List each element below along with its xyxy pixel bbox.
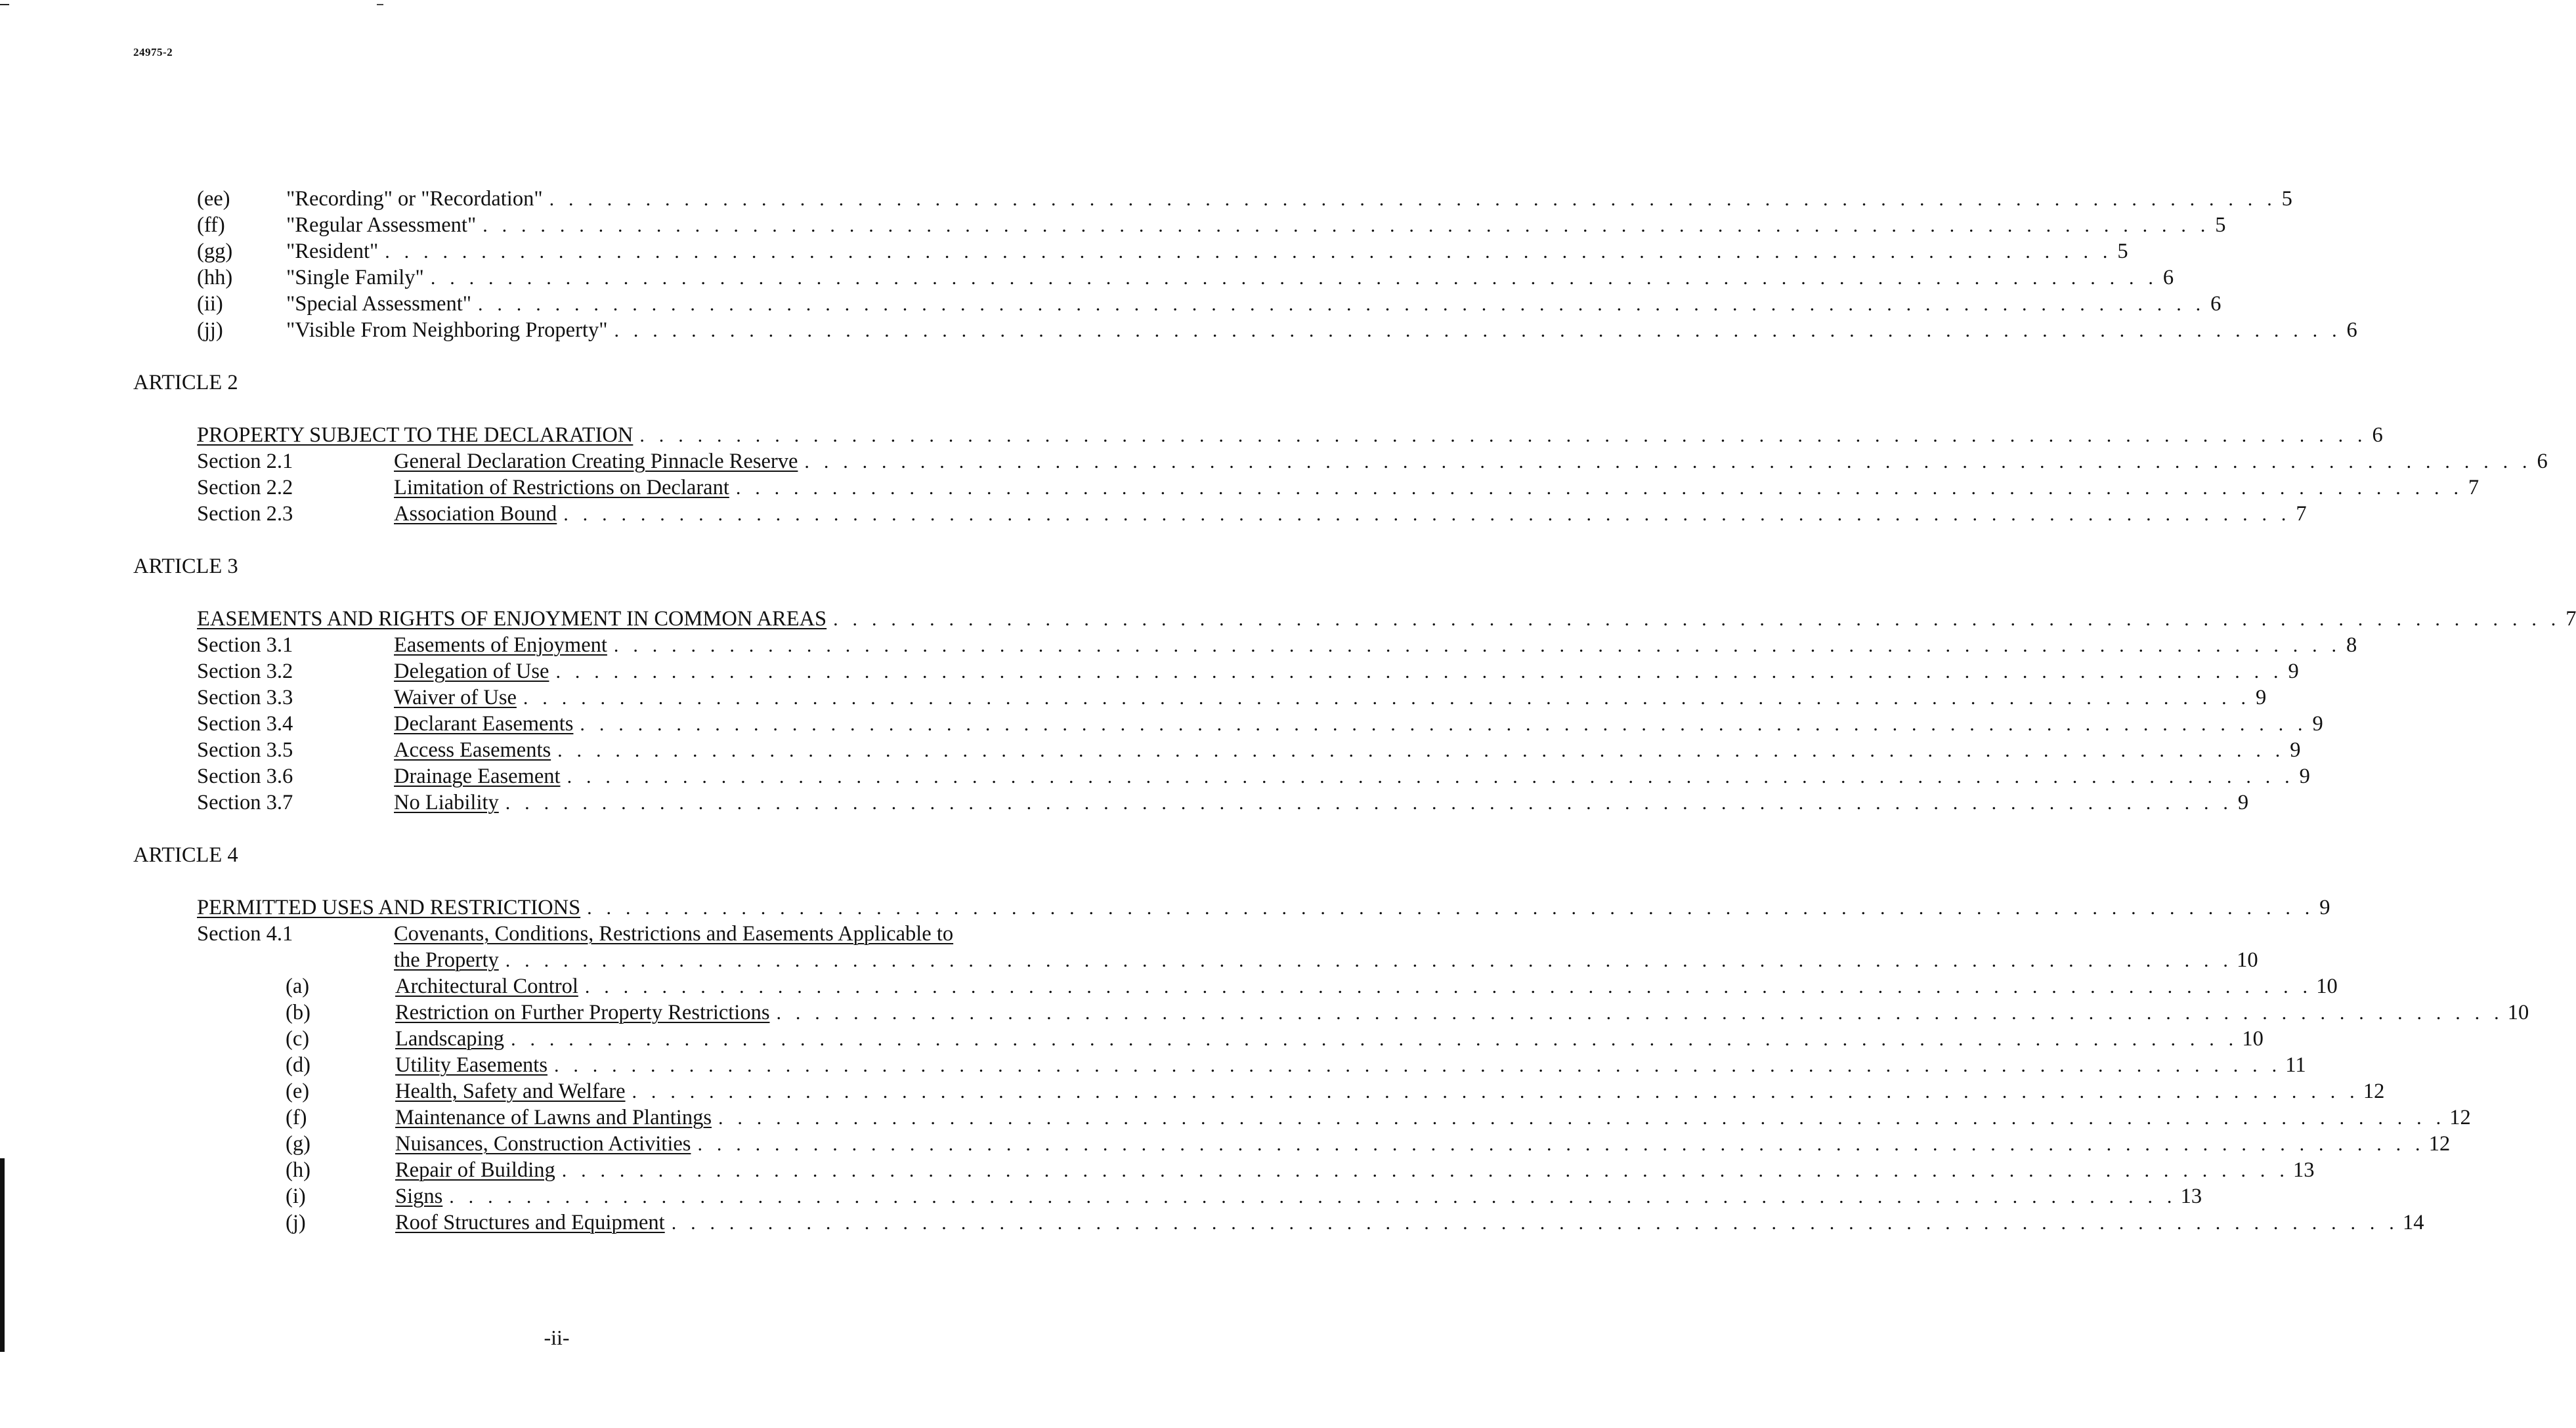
toc-entry[interactable]: [286, 999, 2529, 1026]
entry-title: Declarant Easements: [394, 712, 574, 736]
entry-label: Section 3.1: [197, 633, 293, 657]
toc-entry[interactable]: [197, 212, 2226, 239]
entry-label: Section 2.3: [197, 502, 293, 526]
entry-title: the Property: [394, 948, 499, 972]
entry-title: General Declaration Creating Pinnacle Reserve: [394, 450, 798, 473]
entry-page: 6: [2372, 423, 2383, 447]
dot-leader: [804, 449, 2531, 475]
toc-entry[interactable]: [286, 1052, 2306, 1079]
toc-entry[interactable]: [197, 711, 2323, 738]
dot-leader: [431, 265, 2158, 291]
dot-leader: [697, 1131, 2424, 1158]
entry-page: 5: [2281, 187, 2292, 211]
entry-page: 7: [2296, 502, 2307, 526]
toc-entry[interactable]: [394, 947, 2258, 974]
dot-leader: [632, 1079, 2359, 1105]
dot-leader: [562, 1158, 2289, 1184]
dot-leader: [833, 606, 2560, 633]
article-title: EASEMENTS AND RIGHTS OF ENJOYMENT IN COMMON AREAS: [197, 607, 827, 631]
entry-title: Roof Structures and Equipment: [395, 1211, 665, 1234]
dot-leader: [587, 895, 2314, 921]
entry-page: 12: [2363, 1080, 2385, 1103]
entry-title: Limitation of Restrictions on Declarant: [394, 476, 729, 499]
entry-label: Section 4.1: [197, 922, 293, 946]
entry-page: 12: [2428, 1132, 2451, 1156]
toc-entry[interactable]: [197, 632, 2357, 659]
entry-page: 10: [2507, 1001, 2529, 1024]
entry-label: (c): [286, 1027, 310, 1051]
dot-leader: [718, 1105, 2445, 1131]
entry-title: "Visible From Neighboring Property": [286, 318, 608, 342]
page-number: -ii-: [544, 1326, 570, 1349]
toc-entry[interactable]: [197, 789, 2249, 816]
entry-title: Utility Easements: [395, 1053, 547, 1077]
dot-leader: [449, 1184, 2176, 1210]
dot-leader: [555, 659, 2283, 685]
entry-label: Section 3.2: [197, 660, 293, 683]
entry-page: 6: [2210, 292, 2222, 316]
entry-page: 6: [2162, 266, 2174, 289]
entry-page: 5: [2117, 240, 2128, 263]
entry-title: Waiver of Use: [394, 686, 517, 709]
entry-label: (ii): [197, 292, 223, 316]
entry-page: 9: [2299, 765, 2310, 788]
entry-title: Signs: [395, 1185, 443, 1208]
entry-label: (d): [286, 1053, 311, 1077]
dot-leader: [523, 685, 2250, 711]
toc-entry[interactable]: [197, 291, 2222, 318]
entry-label: (h): [286, 1158, 311, 1182]
entry-label: Section 3.4: [197, 712, 293, 736]
entry-title: Restriction on Further Property Restrictions: [395, 1001, 770, 1024]
entry-title: "Special Assessment": [286, 292, 471, 316]
dot-leader: [483, 213, 2210, 239]
entry-title: Easements of Enjoyment: [394, 633, 607, 657]
entry-page: 6: [2346, 318, 2357, 342]
dot-leader: [511, 1026, 2238, 1053]
entry-label: (ee): [197, 187, 230, 211]
entry-label: Section 3.3: [197, 686, 293, 709]
article-heading: ARTICLE 4: [133, 843, 238, 867]
entry-page: 6: [2537, 450, 2548, 473]
article-title-entry[interactable]: [197, 606, 2576, 633]
entry-title: Repair of Building: [395, 1158, 555, 1182]
entry-page: 7: [2565, 607, 2576, 631]
dot-leader: [639, 423, 2367, 449]
entry-page: 13: [2180, 1185, 2202, 1208]
entry-label: (f): [286, 1106, 307, 1129]
entry-label: Section 3.5: [197, 738, 293, 762]
toc-entry[interactable]: [197, 684, 2267, 711]
document-id: 24975-2: [133, 46, 173, 58]
toc-entry[interactable]: [197, 238, 2128, 265]
entry-page: 7: [2468, 476, 2479, 499]
entry-page: 11: [2285, 1053, 2306, 1077]
toc-entry[interactable]: [197, 474, 2479, 501]
entry-label: (b): [286, 1001, 311, 1024]
dot-leader: [554, 1053, 2281, 1079]
article-title: PROPERTY SUBJECT TO THE DECLARATION: [197, 423, 633, 447]
entry-title: No Liability: [394, 791, 499, 814]
entry-title: "Single Family": [286, 266, 424, 289]
entry-label: (ff): [197, 213, 225, 237]
dot-leader: [672, 1210, 2399, 1236]
entry-title: Landscaping: [395, 1027, 505, 1051]
entry-label: (j): [286, 1211, 306, 1234]
dot-leader: [505, 790, 2233, 816]
dot-leader: [585, 974, 2312, 1000]
section-4-1-title-line1[interactable]: Covenants, Conditions, Restrictions and Easements Applicable to: [394, 922, 954, 946]
entry-title: Association Bound: [394, 502, 557, 526]
entry-title: Health, Safety and Welfare: [395, 1080, 626, 1103]
entry-page: 13: [2293, 1158, 2315, 1182]
entry-page: 9: [2288, 660, 2299, 683]
toc-entry[interactable]: [197, 658, 2299, 685]
entry-label: (a): [286, 975, 310, 998]
article-title-entry[interactable]: [197, 422, 2383, 449]
dot-leader: [614, 318, 2341, 344]
entry-title: "Regular Assessment": [286, 213, 477, 237]
toc-entry[interactable]: [197, 448, 2548, 475]
toc-entry[interactable]: [286, 1131, 2451, 1158]
entry-title: Nuisances, Construction Activities: [395, 1132, 691, 1156]
entry-label: Section 2.2: [197, 476, 293, 499]
entry-title: Access Easements: [394, 738, 551, 762]
toc-entry[interactable]: [286, 973, 2338, 1000]
article-heading: ARTICLE 2: [133, 371, 238, 394]
entry-label: (e): [286, 1080, 310, 1103]
entry-label: (jj): [197, 318, 223, 342]
entry-page: 9: [2312, 712, 2323, 736]
toc-entry[interactable]: [286, 1157, 2315, 1184]
dot-leader: [614, 633, 2341, 659]
toc-entry[interactable]: [286, 1078, 2385, 1105]
entry-title: Drainage Easement: [394, 765, 561, 788]
toc-entry[interactable]: [286, 1026, 2264, 1053]
toc-entry[interactable]: [286, 1209, 2424, 1236]
entry-page: 10: [2316, 975, 2338, 998]
entry-title: Architectural Control: [395, 975, 578, 998]
dot-leader: [478, 291, 2205, 318]
entry-label: Section 2.1: [197, 450, 293, 473]
entry-page: 14: [2403, 1211, 2424, 1234]
dot-leader: [385, 239, 2112, 265]
toc-entry[interactable]: [197, 737, 2301, 764]
entry-label: (gg): [197, 240, 233, 263]
dot-leader: [736, 475, 2463, 501]
entry-title: Maintenance of Lawns and Plantings: [395, 1106, 712, 1129]
article-title: PERMITTED USES AND RESTRICTIONS: [197, 896, 581, 919]
article-heading: ARTICLE 3: [133, 555, 238, 578]
entry-title: "Recording" or "Recordation": [286, 187, 543, 211]
toc-entry[interactable]: [286, 1183, 2202, 1210]
dot-leader: [505, 948, 2233, 974]
entry-page: 5: [2215, 213, 2226, 237]
entry-label: (g): [286, 1132, 311, 1156]
entry-label: (hh): [197, 266, 233, 289]
dot-leader: [567, 764, 2294, 790]
entry-page: 9: [2290, 738, 2301, 762]
entry-label: (i): [286, 1185, 306, 1208]
toc-entry[interactable]: [197, 317, 2357, 344]
entry-page: 12: [2449, 1106, 2471, 1129]
entry-page: 9: [2237, 791, 2249, 814]
article-title-entry[interactable]: [197, 894, 2330, 921]
entry-page: 10: [2242, 1027, 2264, 1051]
entry-page: 9: [2319, 896, 2330, 919]
toc-entry[interactable]: [197, 501, 2307, 528]
dot-leader: [549, 186, 2277, 213]
entry-label: Section 3.7: [197, 791, 293, 814]
toc-entry[interactable]: [197, 186, 2292, 213]
entry-title: "Resident": [286, 240, 379, 263]
entry-page: 9: [2255, 686, 2267, 709]
entry-page: 10: [2237, 948, 2258, 972]
toc-entry[interactable]: [197, 264, 2174, 291]
dot-leader: [563, 501, 2290, 528]
toc-entry[interactable]: [197, 763, 2310, 790]
entry-page: 8: [2346, 633, 2357, 657]
toc-entry[interactable]: [286, 1104, 2471, 1131]
dot-leader: [580, 711, 2307, 738]
entry-title: Delegation of Use: [394, 660, 549, 683]
dot-leader: [776, 1000, 2503, 1026]
entry-label: Section 3.6: [197, 765, 293, 788]
dot-leader: [557, 738, 2285, 764]
